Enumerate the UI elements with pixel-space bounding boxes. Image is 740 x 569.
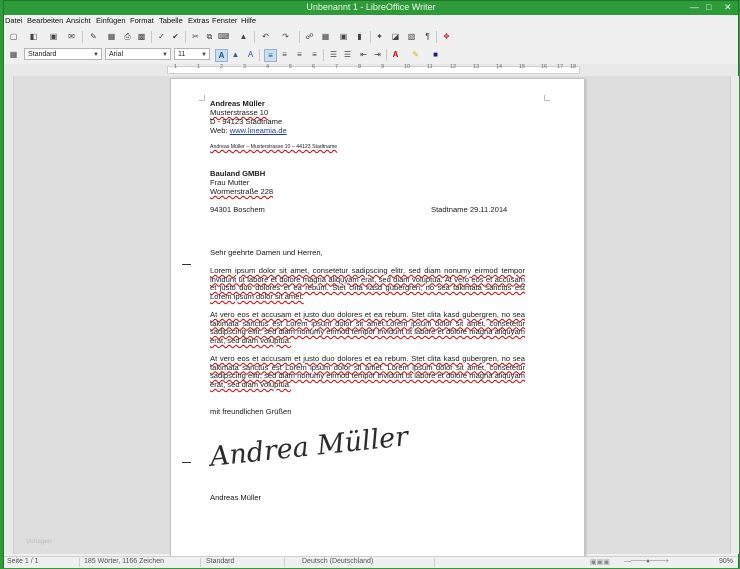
clone-format-icon[interactable]: ▲ [239,32,248,41]
ruler-tick: 6 [312,64,316,70]
word-count: 185 Wörter, 1166 Zeichen [84,558,165,565]
background-color-icon[interactable]: ■ [433,50,438,59]
save-icon[interactable]: ▣ [49,32,58,41]
separator [200,558,201,567]
print-icon[interactable]: ⎙ [124,31,131,41]
menu-einfuegen[interactable]: Einfügen [96,16,126,25]
ruler-tick: 1 [174,64,178,70]
ruler-tick: 3 [243,64,247,70]
formatting-marks-icon[interactable]: ¶ [425,32,430,41]
recipient-street: Wormerstraße 228 [210,187,274,196]
chevron-down-icon: ▼ [93,52,99,58]
separator [436,31,437,43]
body-paragraph: At vero eos et accusam et justo duo dolores et ea rebum. Stet clita kasd gubergren, no sea takimata sanctus est Lorem ipsum dolor sit amet.Lorem ipsum dolor sit amet, consetetur sadipscing elitr, sed diam nonumy eirmod tempor invidunt ut labore et dolore magna aliquyam erat, sed diam voluptua. [210,310,525,345]
body-paragraph: At vero eos et accusam et justo duo dolores et ea rebum. Stet clita kasd gubergren, no sea takimata sanctus est Lorem ipsum dolor sit amet. Lorem ipsum dolor sit amet, consetetur sadipscing elitr, sed diam nonumy eirmod tempor invidunt ut labore et dolore magna aliquyam erat, sed diam voluptua. [210,354,525,389]
separator [370,31,371,43]
font-size-value: 11 [178,51,186,58]
recipient-city: 94301 Boschem [210,205,265,214]
redo-icon[interactable]: ↷ [282,32,289,41]
ruler-tick: 4 [266,64,270,70]
open-icon[interactable]: ◧ [29,32,38,41]
separator [254,31,255,43]
ruler-tick: 14 [496,64,503,70]
separator [434,558,435,567]
ruler-tick: 11 [427,64,433,70]
align-right-icon[interactable]: ≡ [297,50,302,59]
ruler-tick: 13 [473,64,480,70]
closing: mit freundlichen Grüßen [210,407,292,416]
sender-street: Musterstrasse 10 [210,108,269,117]
separator [185,31,186,43]
vertical-ruler[interactable] [4,76,14,554]
watermark-text: Vorlagen [26,538,52,545]
separator [323,49,324,61]
bullets-icon[interactable]: ☰ [343,50,352,59]
separator [299,31,300,43]
ruler-tick: 10 [404,64,411,70]
maximize-icon[interactable]: □ [706,2,712,12]
cut-icon[interactable]: ✂ [192,32,199,41]
gallery-icon[interactable]: ◪ [391,32,400,41]
title-bar [4,1,738,15]
styles-icon[interactable]: ▦ [9,50,18,59]
ruler-tick: 15 [519,64,526,70]
help-icon[interactable]: ❖ [442,32,451,41]
align-center-icon[interactable]: ≡ [282,50,287,59]
chevron-down-icon: ▼ [201,52,207,58]
text-boundary-corner [199,95,205,101]
standard-toolbar [4,28,738,47]
page-style[interactable]: Standard [206,558,235,565]
numbering-icon[interactable]: ☰ [329,50,338,59]
shadow-icon[interactable]: ▲ [231,50,240,59]
ruler-tick: 1 [197,64,201,70]
close-icon[interactable]: ✕ [724,2,732,12]
ruler-tick: 8 [358,64,362,70]
body-paragraph: Lorem ipsum dolor sit amet, consetetur sadipscing elitr, sed diam nonumy eirmod tempor invidunt ut labore et dolore magna aliquyam erat, sed diam voluptua. At vero eos et accusam et justo duo dolores et ea rebum. Stet clita kasd gubergren, no sea takimata sanctus est Lorem ipsum dolor sit amet. [210,266,525,301]
fold-mark [182,462,191,463]
menu-tabelle[interactable]: Tabelle [159,16,183,25]
language-status[interactable]: Deutsch (Deutschland) [302,558,374,565]
salutation: Sehr geehrte Damen und Herren, [210,248,323,257]
font-color-icon[interactable]: A [392,50,399,59]
page-count: Seite 1 / 1 [7,558,39,565]
new-document-icon[interactable]: ▢ [9,32,18,41]
document-page[interactable] [170,78,585,560]
paragraph-style-select[interactable] [24,48,102,60]
copy-icon[interactable]: ⧉ [206,31,213,41]
writer-window [3,0,739,568]
return-address-line: Andreas Müller – Musterstrasse 10 – 44123 Stadtname [210,144,338,150]
navigator-icon[interactable]: ✦ [376,32,383,41]
outline-icon[interactable]: A [247,50,254,59]
signature-text: Andrea Müller [208,421,410,473]
recipient-person: Frau Mutter [210,178,250,187]
menu-fenster[interactable]: Fenster [212,16,238,25]
minimize-icon[interactable]: — [690,2,699,12]
highlight-icon[interactable]: ✎ [412,50,419,59]
separator [82,31,83,43]
menu-extras[interactable]: Extras [188,16,210,25]
sender-web [210,127,287,136]
ruler-tick: 18 [570,64,577,70]
zoom-slider-icon[interactable]: —───●───+ [624,558,670,565]
font-name-select[interactable] [105,48,171,60]
ruler-tick: 16 [541,64,548,70]
ruler-tick: 2 [220,64,224,70]
paragraph-style-value: Standard [28,51,57,58]
fold-mark [182,264,191,265]
menu-ansicht[interactable]: Ansicht [66,16,91,25]
vertical-scrollbar[interactable] [730,76,739,554]
image-icon[interactable]: ▣ [339,32,348,41]
menu-bearbeiten[interactable]: Bearbeiten [27,16,64,25]
align-left-icon[interactable]: ≡ [264,49,277,62]
edit-mode-icon[interactable]: ✎ [90,32,97,41]
table-icon[interactable]: ▦ [321,32,330,41]
ruler-tick: 17 [557,64,564,70]
zoom-level[interactable]: 90% [719,558,734,565]
spellcheck-icon[interactable]: ✓ [158,32,165,41]
export-pdf-icon[interactable]: ▦ [107,32,116,41]
document-workspace[interactable] [14,76,730,554]
font-size-select[interactable] [174,48,210,60]
letter-date: Stadtname 29.11.2014 [431,205,508,214]
font-effect-icon[interactable]: A [215,49,228,62]
autospellcheck-icon[interactable]: ✔ [172,32,179,41]
separator [151,31,152,43]
print-preview-icon[interactable]: ▩ [137,32,146,41]
window-title: Unbenannt 1 - LibreOffice Writer [306,2,436,12]
separator [284,558,285,567]
sender-name: Andreas Müller [210,99,265,108]
handwritten-signature [207,421,410,476]
hyperlink-icon[interactable]: ☍ [305,32,314,41]
menu-hilfe[interactable]: Hilfe [241,16,257,25]
ruler-tick: 7 [335,64,339,70]
ruler-tick: 9 [381,64,385,70]
separator [259,49,260,61]
formatting-toolbar [4,46,738,65]
justify-icon[interactable]: ≡ [312,50,317,59]
sender-city: D - 94123 Stadtname [210,117,283,126]
text-boundary-corner [544,95,550,101]
ruler-tick: 5 [289,64,293,70]
menu-bar [4,15,738,27]
undo-icon[interactable]: ↶ [262,32,269,41]
paste-icon[interactable]: ⌨ [217,32,230,41]
separator [79,558,80,567]
sender-web-link[interactable]: www.lineamia.de [229,126,287,135]
recipient-company: Bauland GMBH [210,169,266,178]
menu-datei[interactable]: Datei [5,16,23,25]
chart-icon[interactable]: ▮ [357,32,362,41]
increase-indent-icon[interactable]: ⇥ [374,50,381,59]
decrease-indent-icon[interactable]: ⇤ [360,50,367,59]
datasources-icon[interactable]: ▧ [407,32,416,41]
ruler-tick: 12 [450,64,457,70]
sender-web-label: Web: [210,126,228,135]
status-bar [4,556,738,568]
view-layout-icon[interactable]: ▣▣▣ [590,559,610,566]
signed-name: Andreas Müller [210,493,262,502]
chevron-down-icon: ▼ [162,52,168,58]
separator [386,49,387,61]
menu-format[interactable]: Format [130,16,154,25]
email-icon[interactable]: ✉ [68,32,75,41]
font-name-value: Arial [109,51,124,58]
